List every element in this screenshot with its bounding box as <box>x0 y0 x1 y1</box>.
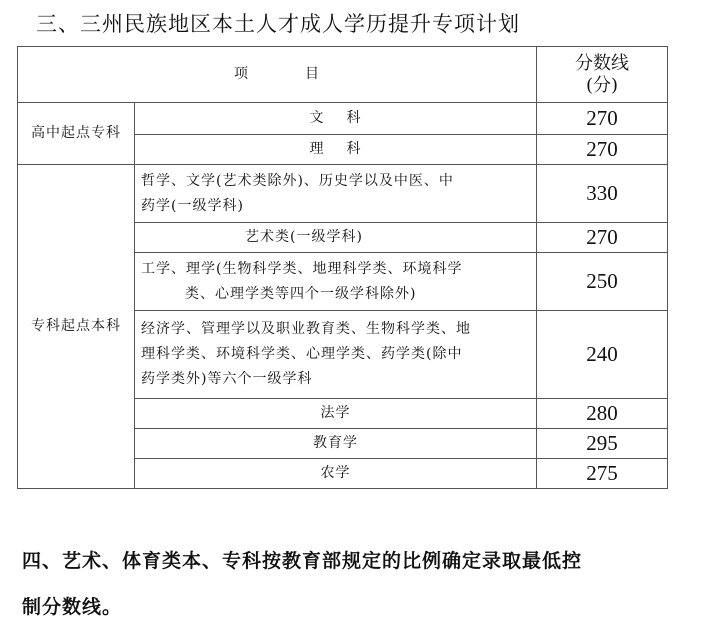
score-cell: 270 <box>537 223 668 253</box>
item-cell <box>135 165 537 223</box>
score-cell: 295 <box>537 429 668 459</box>
paragraph-line-1: 四、艺术、体育类本、专科按教育部规定的比例确定录取最低控 <box>22 550 583 572</box>
item-cell: 农学 <box>135 459 537 489</box>
item-line-1: 经济学、管理学以及职业教育类、生物科学类、地 <box>141 321 471 337</box>
item-line-3: 药学类外)等六个一级学科 <box>141 371 313 387</box>
table-row <box>18 103 668 135</box>
score-cell: 330 <box>537 165 668 223</box>
item-cell <box>135 223 537 253</box>
table-header-row <box>18 47 668 103</box>
header-item-char-1: 项 <box>234 66 249 82</box>
header-score-cell <box>537 47 668 103</box>
item-cell <box>135 253 537 311</box>
item-text: 艺术类(一级学科) <box>245 229 363 245</box>
item-line-1: 工学、理学(生物科学类、地理科学类、环境科学 <box>141 260 463 277</box>
score-cell: 240 <box>537 311 668 399</box>
item-line-2: 类、心理学类等四个一级学科除外) <box>185 285 417 302</box>
category-cell: 专科起点本科 <box>18 165 135 489</box>
header-item-char-2: 目 <box>305 66 320 82</box>
admission-score-table <box>17 46 668 489</box>
item-cell: 法学 <box>135 399 537 429</box>
score-cell: 270 <box>537 135 668 165</box>
item-line-2: 药学(一级学科) <box>141 197 244 214</box>
section-title: 三、三州民族地区本土人才成人学历提升专项计划 <box>36 12 520 36</box>
header-score-line2: (分) <box>585 74 619 96</box>
header-score-line1: 分数线 <box>575 52 629 74</box>
item-cell: 教育学 <box>135 429 537 459</box>
score-cell: 275 <box>537 459 668 489</box>
item-char-2: 科 <box>346 110 362 126</box>
category-cell: 高中起点专科 <box>18 103 135 165</box>
item-char-1: 理 <box>309 141 325 157</box>
table-row <box>18 165 668 223</box>
paragraph-line-2: 制分数线。 <box>22 596 123 618</box>
item-cell <box>135 103 537 135</box>
score-cell: 270 <box>537 103 668 135</box>
score-cell: 250 <box>537 253 668 311</box>
item-line-2: 理科学类、环境科学类、心理学类、药学类(除中 <box>141 346 463 362</box>
score-cell: 280 <box>537 399 668 429</box>
item-char-1: 文 <box>309 110 325 126</box>
header-item-cell <box>18 47 537 103</box>
item-cell <box>135 311 537 399</box>
item-char-2: 科 <box>346 141 362 157</box>
item-cell <box>135 135 537 165</box>
item-line-1: 哲学、文学(艺术类除外)、历史学以及中医、中 <box>141 172 454 189</box>
